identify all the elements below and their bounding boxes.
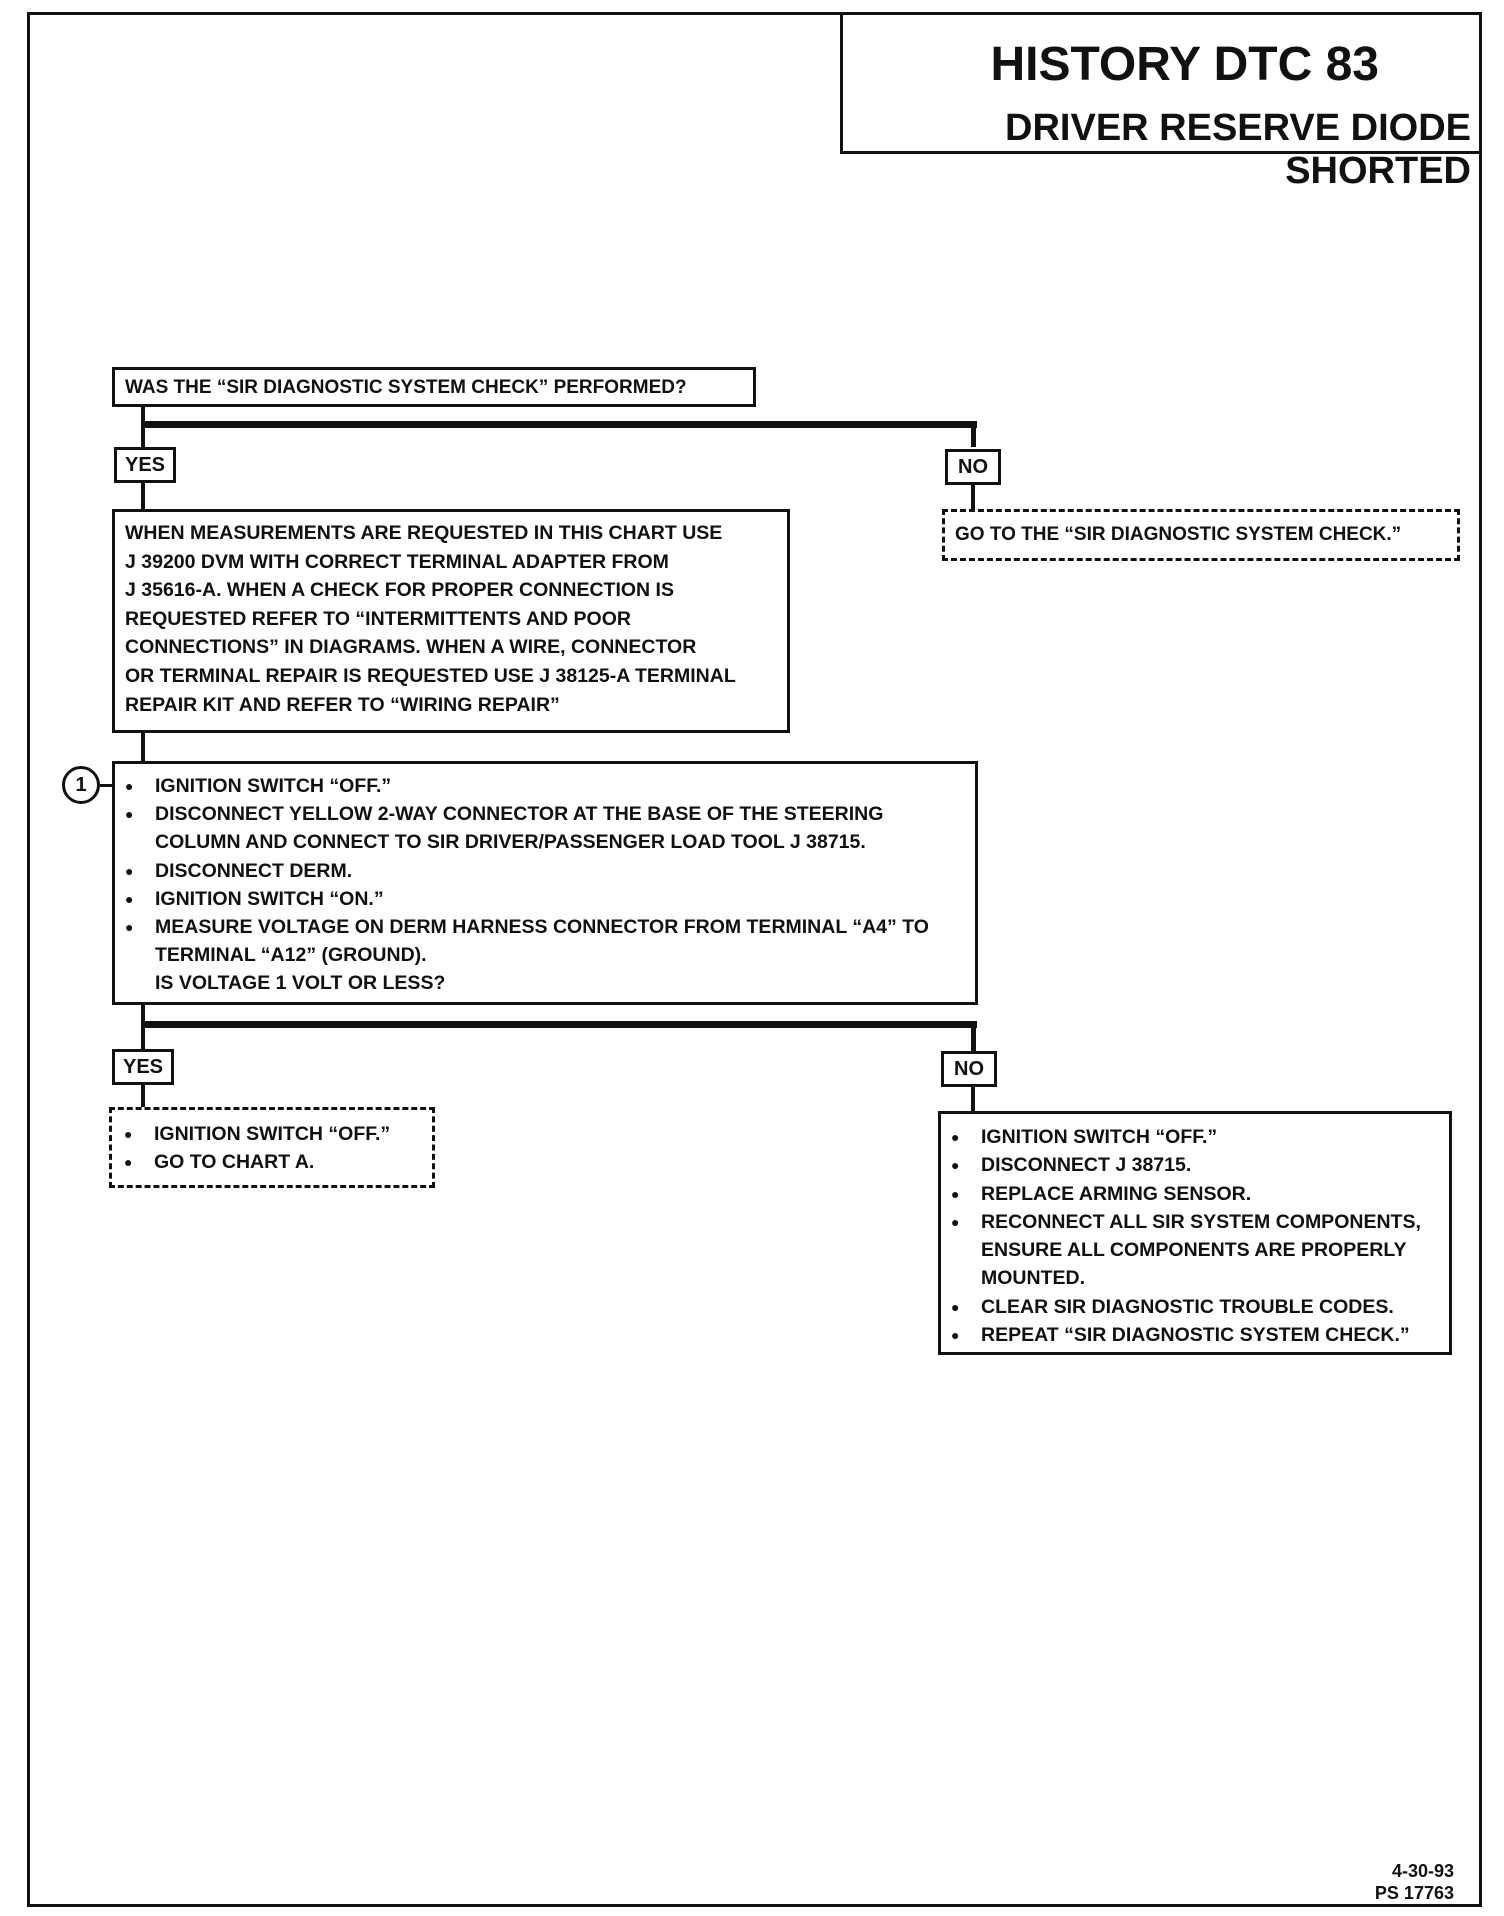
connector-line — [141, 483, 145, 509]
action-bullet: ● CLEAR SIR DIAGNOSTIC TROUBLE CODES. — [949, 1293, 1439, 1321]
footer-reference — [1375, 1860, 1454, 1904]
question-box-system-check — [112, 367, 756, 407]
instruction-line: REPAIR KIT AND REFER TO “WIRING REPAIR” — [125, 693, 560, 716]
step-bullet: ● IGNITION SWITCH “ON.” — [123, 885, 965, 913]
instruction-line: J 35616-A. WHEN A CHECK FOR PROPER CONNECTION IS — [125, 579, 674, 602]
connector-line — [141, 1085, 145, 1107]
connector-line — [971, 485, 975, 509]
step-1-box — [112, 761, 978, 1005]
no-action-box-repair — [938, 1111, 1452, 1355]
connector-line — [100, 784, 112, 787]
footer-ref: PS 17763 — [1374, 1883, 1454, 1903]
title-block — [840, 12, 1482, 192]
step-bullet: ● MEASURE VOLTAGE ON DERM HARNESS CONNECTOR FROM TERMINAL “A4” TO TERMINAL “A12” (GROUND). — [123, 913, 965, 969]
connector-line — [141, 1021, 977, 1028]
question-text: WAS THE “SIR DIAGNOSTIC SYSTEM CHECK” PERFORMED? — [125, 377, 687, 398]
connector-line — [141, 421, 977, 428]
step-question: IS VOLTAGE 1 VOLT OR LESS? — [155, 972, 446, 995]
instruction-line: WHEN MEASUREMENTS ARE REQUESTED IN THIS CHART USE — [125, 522, 723, 544]
action-bullet: ● GO TO CHART A. — [122, 1148, 422, 1176]
action-bullet: ● RECONNECT ALL SIR SYSTEM COMPONENTS, ENSURE ALL COMPONENTS ARE PROPERLY MOUNTED. — [949, 1208, 1439, 1293]
no-label — [945, 449, 1001, 485]
action-bullet: ● IGNITION SWITCH “OFF.” — [122, 1120, 422, 1148]
step-bullet: ● DISCONNECT DERM. — [123, 857, 965, 885]
yes-label-text: YES — [124, 454, 166, 476]
step-number: 1 — [75, 774, 87, 796]
yes-action-list — [122, 1120, 422, 1176]
step-number-circle — [62, 766, 100, 804]
instruction-line: J 39200 DVM WITH CORRECT TERMINAL ADAPTER FROM — [125, 550, 669, 573]
measurement-instructions-box — [112, 509, 790, 733]
connector-line — [141, 407, 145, 449]
action-bullet: ● DISCONNECT J 38715. — [949, 1151, 1439, 1179]
chart-subtitle: DRIVER RESERVE DIODE SHORTED — [1005, 107, 1471, 192]
instruction-line: OR TERMINAL REPAIR IS REQUESTED USE J 38125-A TERMINAL — [125, 664, 736, 687]
connector-line — [141, 733, 145, 761]
no-label — [941, 1051, 997, 1087]
action-bullet: ● REPLACE ARMING SENSOR. — [949, 1180, 1439, 1208]
yes-action-box — [109, 1107, 435, 1188]
action-bullet: ● IGNITION SWITCH “OFF.” — [949, 1123, 1439, 1151]
instruction-line: CONNECTIONS” IN DIAGRAMS. WHEN A WIRE, CONNECTOR — [125, 636, 697, 659]
step-bullet: ● DISCONNECT YELLOW 2-WAY CONNECTOR AT THE BASE OF THE STEERING COLUMN AND CONNECT TO SIR DRIVER/PASSENGER LOAD TOOL J 38715. — [123, 800, 965, 856]
no-action-box-system-check — [942, 509, 1460, 561]
footer-date: 4-30-93 — [1391, 1861, 1454, 1881]
connector-line — [971, 1021, 976, 1051]
no-action-text: GO TO THE “SIR DIAGNOSTIC SYSTEM CHECK.” — [955, 524, 1402, 545]
yes-label-text: YES — [122, 1056, 164, 1078]
chart-title: HISTORY DTC 83 — [990, 38, 1379, 91]
step-bullet: ● IGNITION SWITCH “OFF.” — [123, 772, 965, 800]
instruction-line: REQUESTED REFER TO “INTERMITTENTS AND POOR — [125, 607, 631, 630]
yes-label — [112, 1049, 174, 1085]
no-action-list — [949, 1123, 1439, 1349]
connector-line — [971, 421, 976, 447]
no-label-text: NO — [954, 1058, 984, 1080]
no-label-text: NO — [958, 456, 988, 478]
action-bullet: ● REPEAT “SIR DIAGNOSTIC SYSTEM CHECK.” — [949, 1321, 1439, 1349]
yes-label — [114, 447, 176, 483]
step-1-bullets — [123, 772, 965, 969]
connector-line — [971, 1087, 975, 1111]
